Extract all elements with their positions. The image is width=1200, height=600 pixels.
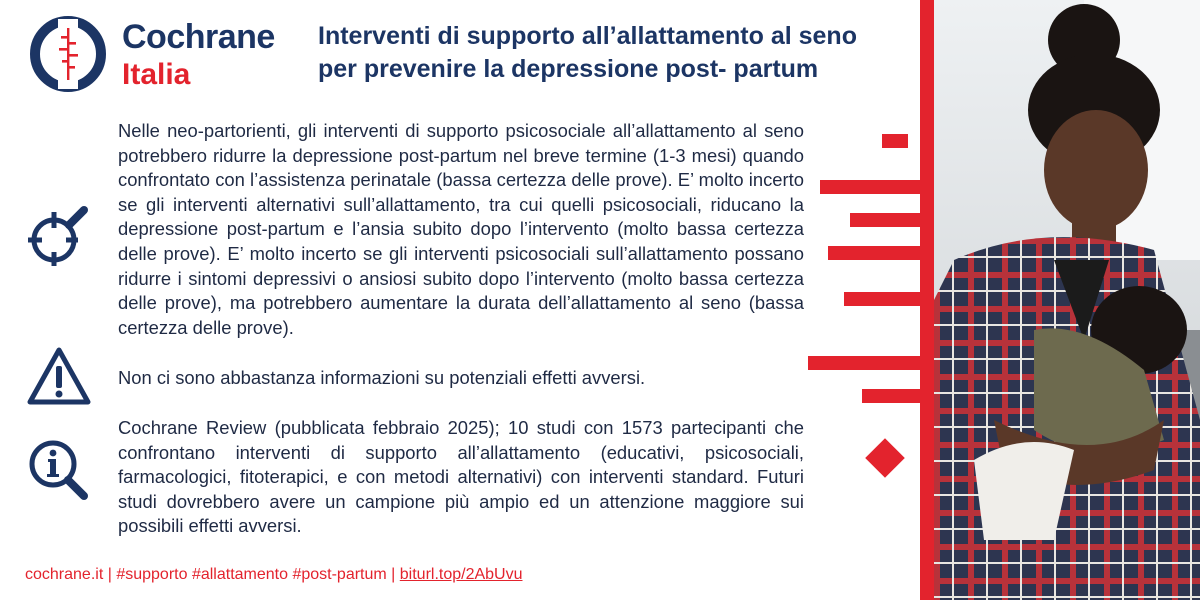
footer-hashtags: #supporto #allattamento #post-partum | xyxy=(116,566,396,583)
title-line-2: per prevenire la depressione post- partum xyxy=(318,55,819,83)
decorative-red-bars xyxy=(800,0,940,600)
footer-site[interactable]: cochrane.it | xyxy=(25,566,112,583)
mother-breastfeeding-photo xyxy=(934,0,1200,600)
title-line-1: Interventi di supporto all’allattamento al seno xyxy=(318,22,857,50)
footer xyxy=(25,566,523,584)
review-info-paragraph: Cochrane Review (pubblicata febbraio 2025); 10 studi con 1573 partecipanti che confrontano interventi di supporto all’allattamento (educativi, psicosociali, farmacologici, fitoterapici, e con metodi alternativi) con interventi standard. Futuri studi dovrebbero avere un campione più ampio ed un attenzione maggiore sui possibili effetti avversi. xyxy=(118,417,804,537)
warning-icon xyxy=(26,344,92,410)
info-magnifier-icon xyxy=(26,438,92,504)
cochrane-italia-logo xyxy=(28,14,298,94)
magnifier-target-icon xyxy=(26,204,92,270)
brand-name-cochrane: Cochrane xyxy=(122,18,275,56)
summary-paragraph: Nelle neo-partorienti, gli interventi di supporto psicosociale all’allattamento al seno potrebbero ridurre la depressione post-partum nel breve termine (1-3 mesi) quando confrontato con l’assistenza perinatale (bassa certezza delle prove). E’ molto incerto se gli interventi alternativi sull’allattamento, tra cui quelli psicosociali, riducano la depressione post-partum e l’ansia subito dopo l’intervento (molto bassa certezza delle prove). E’ molto incerto se gli interventi psicosociali sull’allattamento possano ridurre i sintomi depressivi o ansiosi subito dopo l’intervento (molto bassa certezza delle prove), ma potrebbero aumentare la durata dell’allattamento al seno (bassa certezza delle prove). xyxy=(118,120,804,338)
brand-name-italia: Italia xyxy=(122,58,191,91)
adverse-effects-paragraph: Non ci sono abbastanza informazioni su potenziali effetti avversi. xyxy=(118,367,646,388)
cochrane-logo-icon xyxy=(28,14,108,94)
footer-link[interactable]: biturl.top/2AbUvu xyxy=(399,566,523,583)
